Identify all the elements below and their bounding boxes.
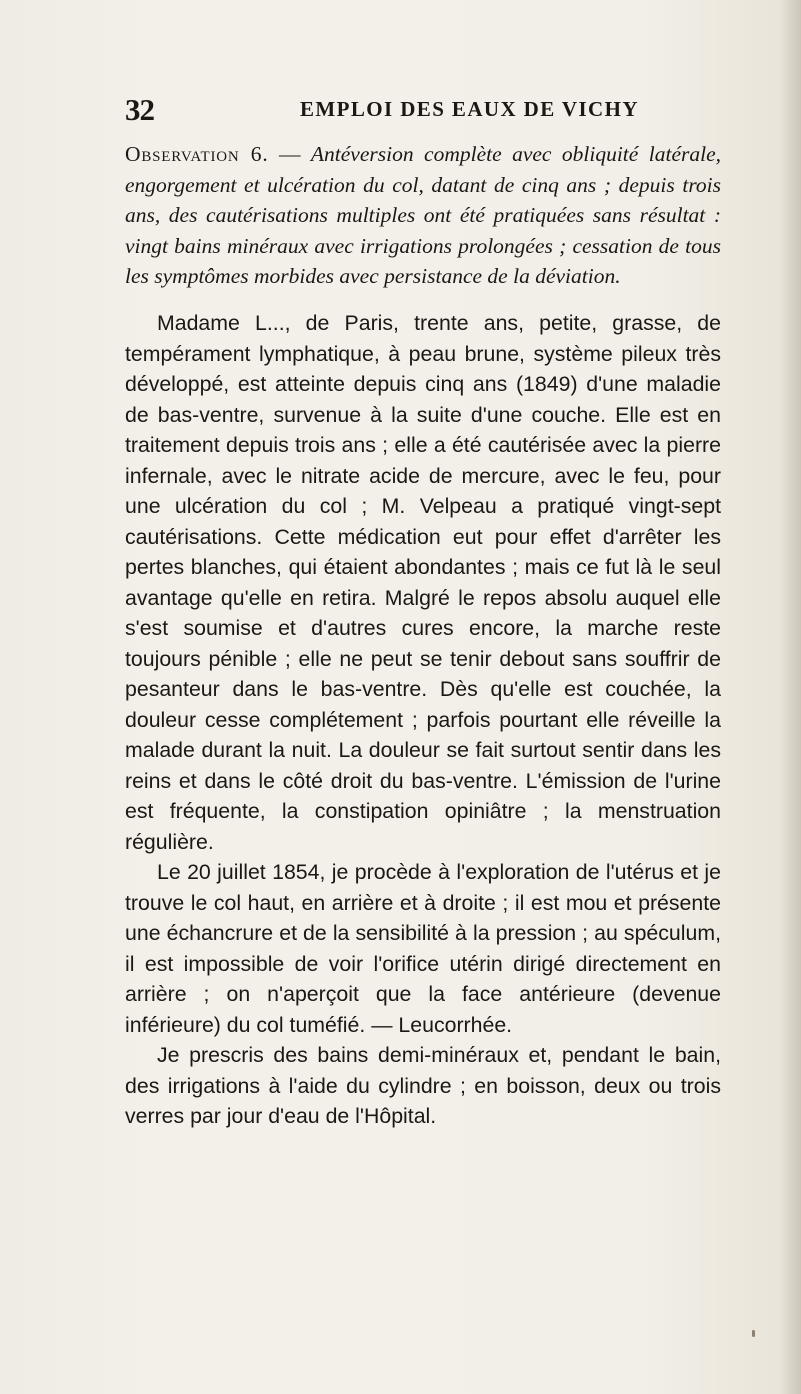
page-edge-shadow (779, 0, 801, 1394)
paragraph-case-history: Madame L..., de Paris, trente ans, petite, grasse, de tempérament lymphatique, à peau brune, système pileux très développé, est atteinte depuis cinq ans (1849) d'une maladie de bas-ventre, survenue à la suite d'une couche. Elle est en traitement depuis trois ans ; elle a été cautérisée avec la pierre infernale, avec le nitrate acide de mercure, avec le feu, pour une ulcération du col ; M. Velpeau a pratiqué vingt-sept cautérisations. Cette médication eut pour effet d'arrêter les pertes blanches, qui étaient abondantes ; mais ce fut là le seul avantage qu'elle en retira. Malgré le repos absolu auquel elle s'est soumise et d'autres cures encore, la marche reste toujours pénible ; elle ne peut se tenir debout sans souffrir de pesanteur dans le bas-ventre. Dès qu'elle est couchée, la douleur cesse complétement ; parfois pourtant elle réveille la malade durant la nuit. La douleur se fait surtout sentir dans les reins et dans le côté droit du bas-ventre. L'émission de l'urine est fréquente, la constipation opiniâtre ; la menstruation régulière. (125, 311, 721, 854)
margin-mark (752, 1330, 755, 1337)
body-text (125, 308, 721, 1132)
running-title: EMPLOI DES EAUX DE VICHY (300, 97, 639, 121)
paragraph-prescription: Je prescris des bains demi-minéraux et, pendant le bain, des irrigations à l'aide du cylindre ; en boisson, deux ou trois verres par jour d'eau de l'Hôpital. (125, 1043, 721, 1128)
observation-label: Observation 6. (125, 142, 269, 166)
observation-summary: Antéversion complète avec obliquité latérale, engorgement et ulcération du col, datant de cinq ans ; depuis trois ans, des cautérisations multiples ont été pratiquées sans résultat : vingt bains minéraux avec irrigations prolongées ; cessation de tous les symptômes morbides avec persistance de la déviation. (125, 142, 722, 289)
observation-dash: — (268, 142, 311, 166)
page-header (125, 92, 705, 132)
observation-heading (125, 139, 721, 292)
page-number: 32 (125, 92, 154, 127)
paragraph-examination: Le 20 juillet 1854, je procède à l'exploration de l'utérus et je trouve le col haut, en arrière et à droite ; il est mou et présente une échancrure et de la sensibilité à la pression ; au spéculum, il est impossible de voir l'orifice utérin dirigé directement en arrière ; on n'aperçoit que la face antérieure (devenue inférieure) du col tuméfié. — Leucorrhée. (125, 860, 721, 1037)
